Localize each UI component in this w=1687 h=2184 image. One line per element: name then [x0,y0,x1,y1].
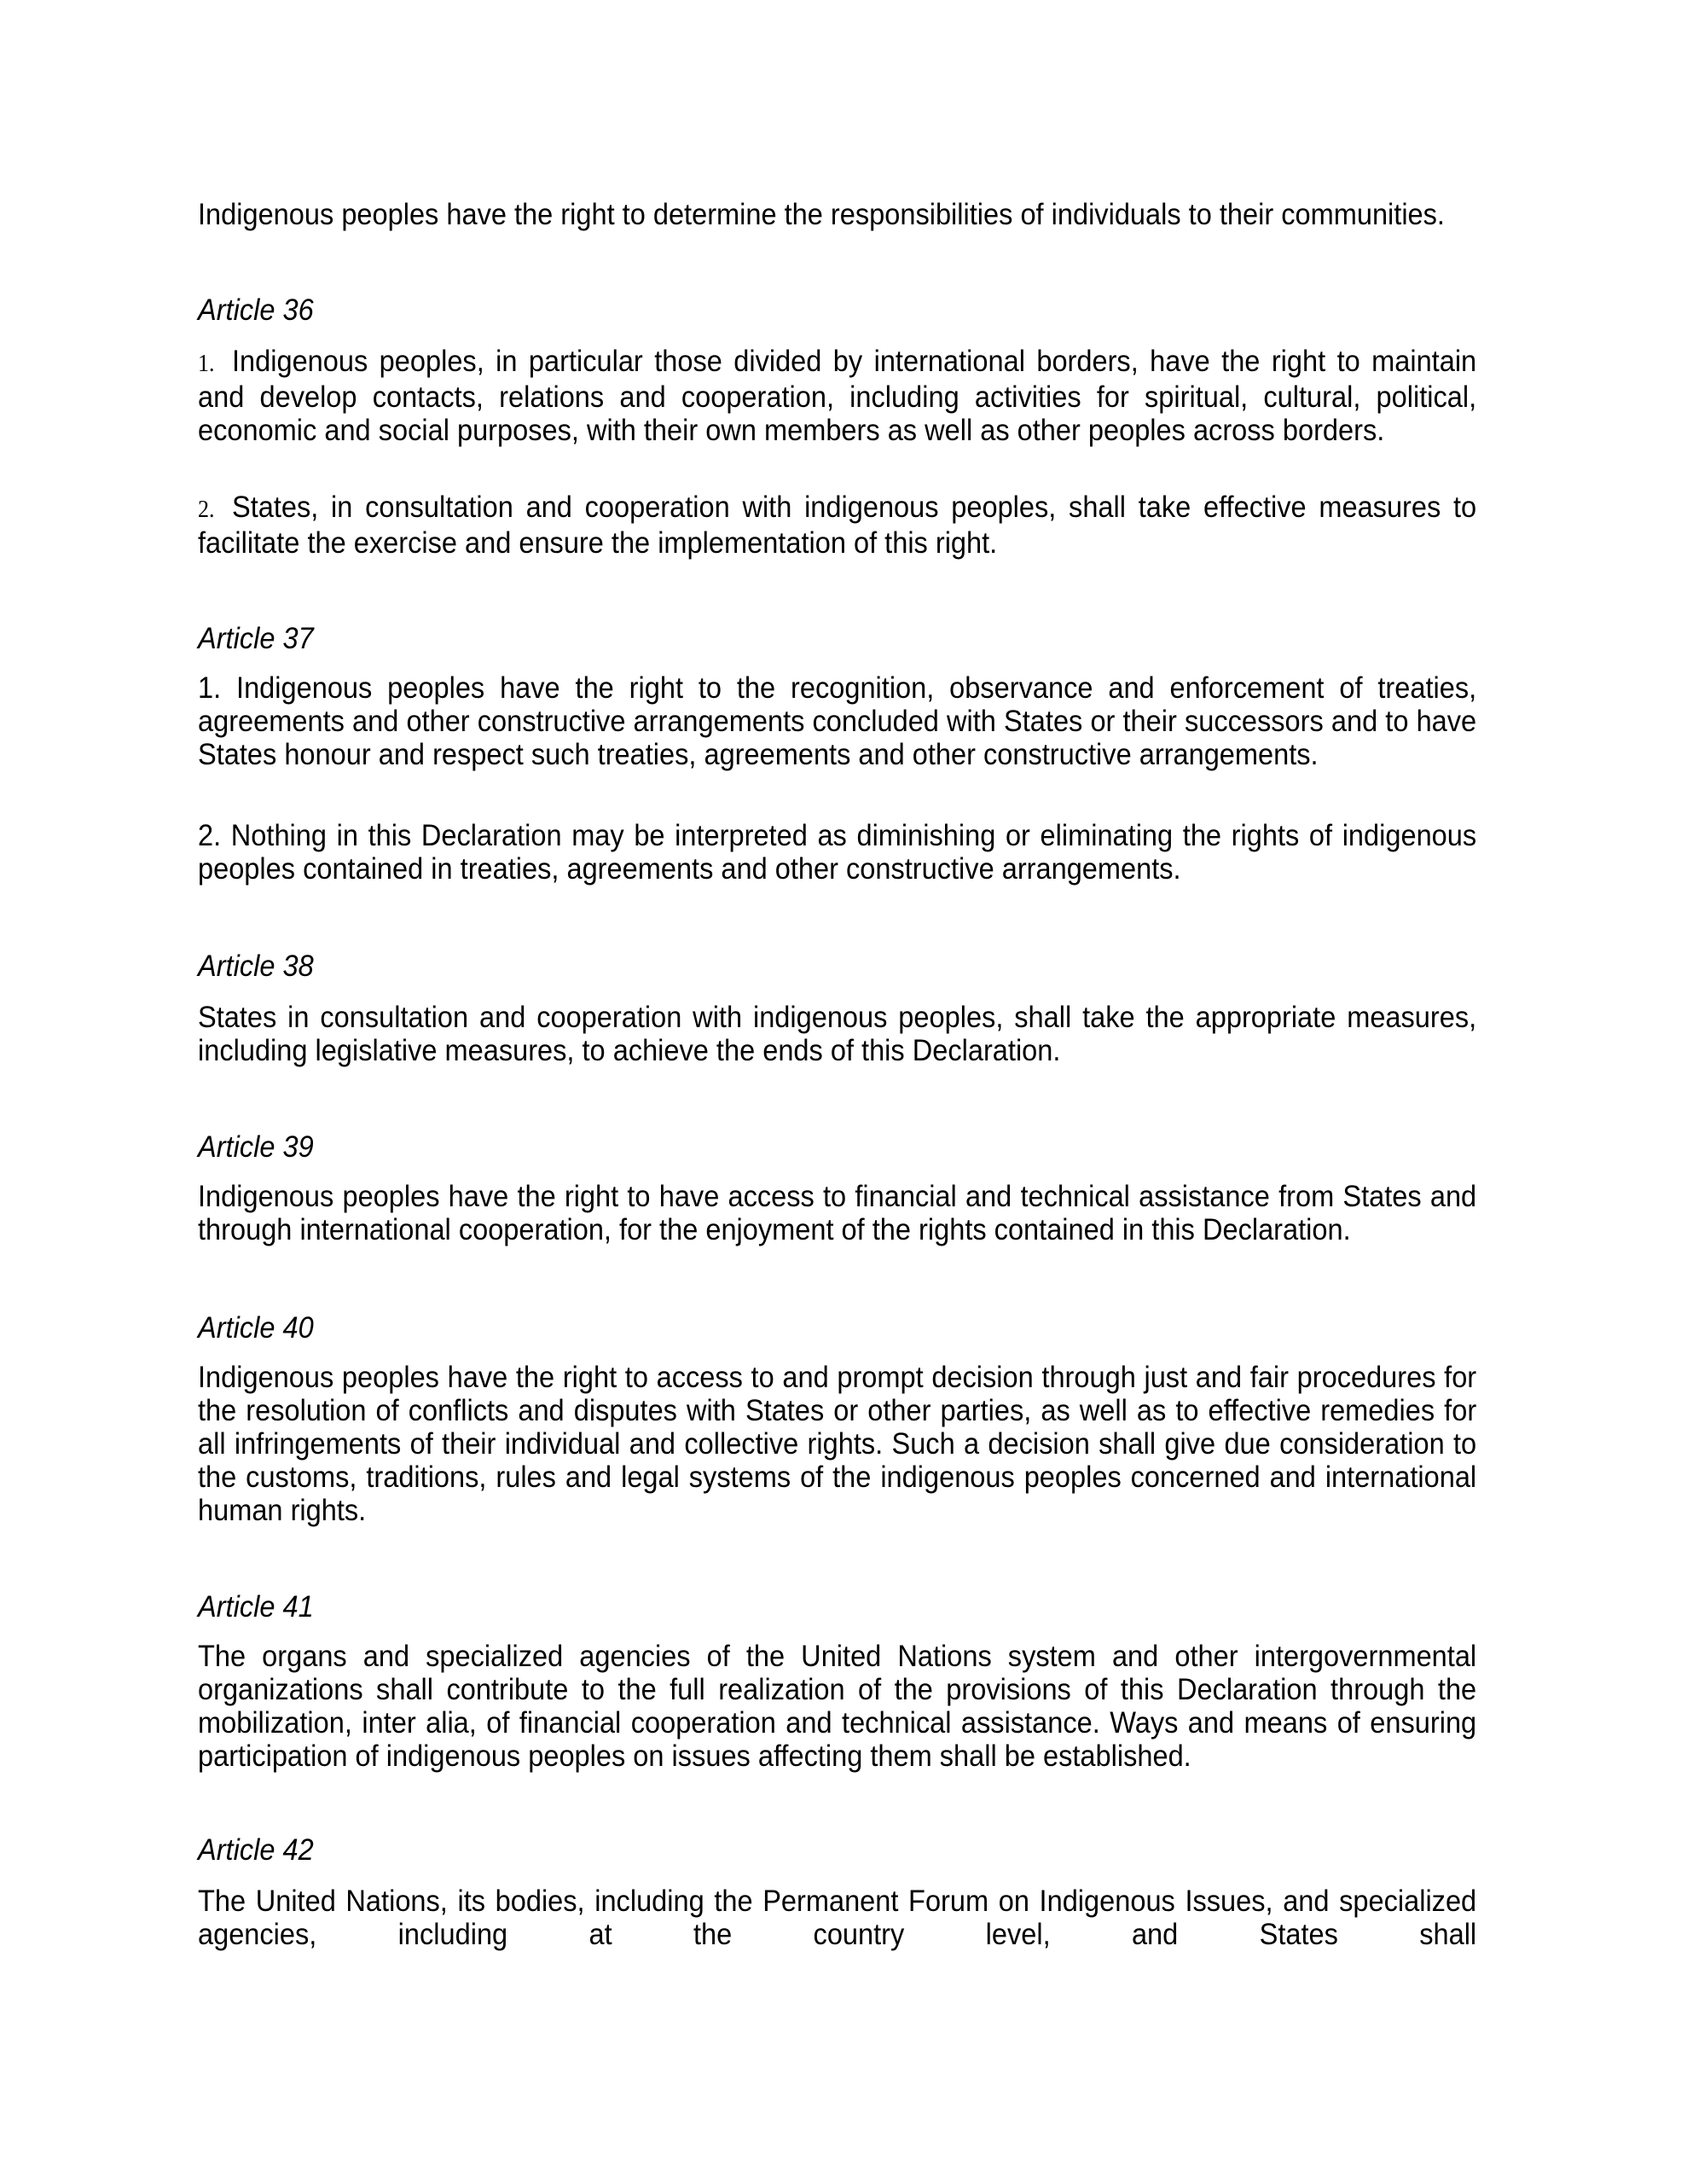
article-40-paragraph: Indigenous peoples have the right to access to and prompt decision through just and fair procedures for the resolution of conflicts and disputes with States or other parties, as well as to effective remedies for all infringements of their individual and collective rights. Such a decision shall give due consideration to the customs, traditions, rules and legal systems of the indigenous peoples concerned and international human rights. [198,1361,1477,1527]
article-42-heading: Article 42 [198,1833,314,1867]
article-36-heading: Article 36 [198,293,314,327]
article-36-paragraph-1 [198,345,1476,447]
article-41-paragraph: The organs and specialized agencies of the United Nations system and other intergovernmental organizations shall contribute to the full realization of the provisions of this Declaration through the mobilization, inter alia, of financial cooperation and technical assistance. Ways and means of ensuring participation of indigenous peoples on issues affecting them shall be established. [198,1640,1477,1773]
article-41-heading: Article 41 [198,1590,314,1623]
article-39-heading: Article 39 [198,1130,314,1164]
article-38-heading: Article 38 [198,950,314,983]
article-42-paragraph: The United Nations, its bodies, including the Permanent Forum on Indigenous Issues, and specialized agencies, including at the country level, and States shall [198,1885,1477,1951]
paragraph-text: Indigenous peoples, in particular those divided by international borders, have the right to maintain and develop contacts, relations and cooperation, including activities for spiritual, cultural, political, economic and social purposes, with their own members as well as other peoples across borders. [198,345,1477,447]
article-39-paragraph: Indigenous peoples have the right to have access to financial and technical assistance from States and through international cooperation, for the enjoyment of the rights contained in this Declaration. [198,1180,1477,1246]
intro-paragraph: Indigenous peoples have the right to determine the responsibilities of individuals to their communities. [198,198,1445,231]
article-37-heading: Article 37 [198,622,314,655]
article-37-paragraph-1: 1. Indigenous peoples have the right to the recognition, observance and enforcement of treaties, agreements and other constructive arrangements concluded with States or their successors and to have States honour and respect such treaties, agreements and other constructive arrangements. [198,671,1477,771]
paragraph-text: States, in consultation and cooperation with indigenous peoples, shall take effective measures to facilitate the exercise and ensure the implementation of this right. [198,491,1477,560]
paragraph-number: 1. [198,351,215,377]
paragraph-number: 2. [198,497,215,523]
article-36-paragraph-2 [198,491,1476,560]
article-37-paragraph-2: 2. Nothing in this Declaration may be interpreted as diminishing or eliminating the rights of indigenous peoples contained in treaties, agreements and other constructive arrangements. [198,819,1477,886]
article-38-paragraph: States in consultation and cooperation with indigenous peoples, shall take the appropriate measures, including legislative measures, to achieve the ends of this Declaration. [198,1001,1477,1067]
article-40-heading: Article 40 [198,1311,314,1345]
